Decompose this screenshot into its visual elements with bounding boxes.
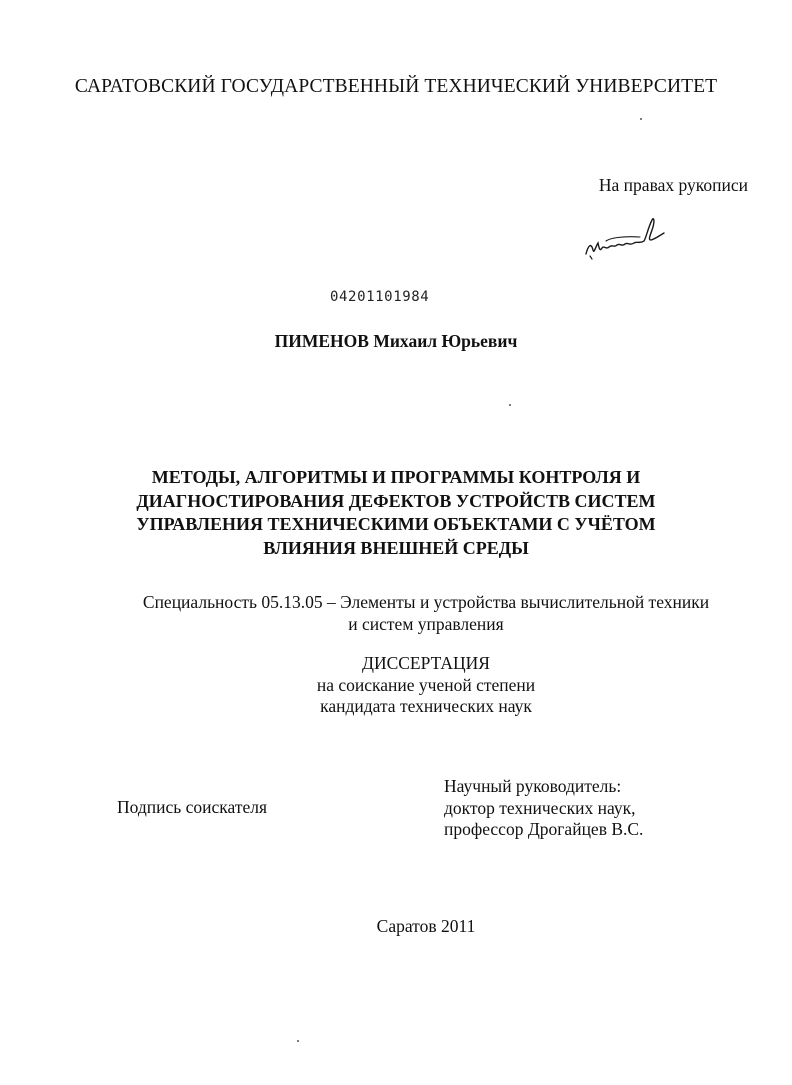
degree-heading: ДИССЕРТАЦИЯ (362, 653, 490, 673)
author-name: ПИМЕНОВ Михаил Юрьевич (274, 331, 518, 351)
scan-speck (640, 118, 642, 120)
degree-block (0, 653, 792, 718)
handwritten-signature (582, 210, 672, 265)
dissertation-title (0, 466, 792, 560)
specialty-block (0, 591, 792, 635)
rights-note: На правах рукописи (598, 175, 748, 195)
scan-speck (297, 1040, 299, 1042)
university-header: САРАТОВСКИЙ ГОСУДАРСТВЕННЫЙ ТЕХНИЧЕСКИЙ УНИВЕРСИТЕТ (74, 76, 718, 97)
supervisor-name: профессор Дрогайцев В.С. (444, 819, 644, 839)
degree-line: кандидата технических наук (320, 696, 532, 716)
supervisor-degree: доктор технических наук, (444, 797, 636, 818)
degree-line: на соискание ученой степени (316, 674, 536, 695)
scan-speck (509, 404, 511, 406)
title-line: УПРАВЛЕНИЯ ТЕХНИЧЕСКИМИ ОБЪЕКТАМИ С УЧЁТОМ (136, 514, 656, 534)
supervisor-label: Научный руководитель: (444, 776, 622, 796)
catalog-number: 04201101984 (330, 289, 430, 305)
applicant-signature-label: Подпись соискателя (117, 797, 268, 817)
specialty-line: и систем управления (348, 614, 504, 634)
title-line: ВЛИЯНИЯ ВНЕШНЕЙ СРЕДЫ (263, 537, 529, 558)
city-year: Саратов 2011 (376, 916, 476, 936)
title-line: МЕТОДЫ, АЛГОРИТМЫ И ПРОГРАММЫ КОНТРОЛЯ И (151, 467, 641, 487)
title-line: ДИАГНОСТИРОВАНИЯ ДЕФЕКТОВ УСТРОЙСТВ СИСТЕМ (136, 490, 656, 511)
supervisor-block (444, 776, 643, 841)
specialty-line: Специальность 05.13.05 – Элементы и устройства вычислительной техники (142, 592, 710, 612)
